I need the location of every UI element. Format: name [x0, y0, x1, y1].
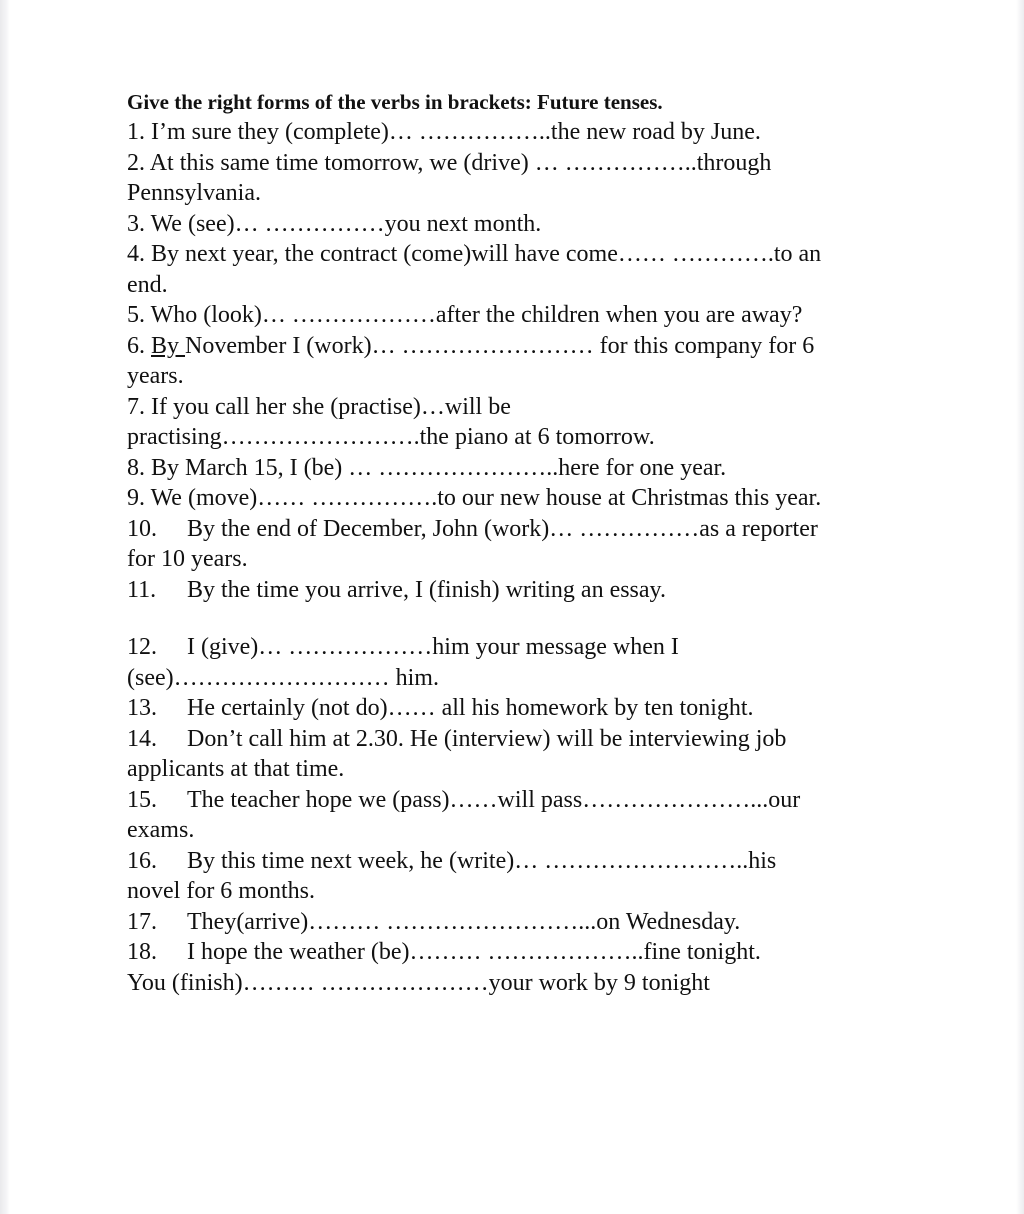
exercise-text: I’m sure they (complete)… ……………..the new road by June. — [151, 119, 761, 145]
exercise-12-continuation — [127, 663, 917, 694]
exercise-19 — [127, 968, 917, 999]
exercise-text: He certainly (not do)…… all his homework by ten tonight. — [187, 695, 754, 721]
exercise-text: Don’t call him at 2.30. He (interview) will be interviewing job — [187, 725, 787, 752]
worksheet-title: Give the right forms of the verbs in brackets: Future tenses. — [127, 90, 663, 114]
exercise-3 — [127, 209, 917, 240]
exercise-number: 9. — [127, 485, 145, 511]
page-shadow-right — [1016, 0, 1024, 1214]
exercise-17 — [127, 907, 917, 938]
exercise-text: years. — [127, 363, 184, 389]
exercise-number: 2. — [127, 149, 145, 176]
exercise-6-continuation — [127, 361, 917, 392]
exercise-18 — [127, 937, 917, 968]
exercise-13 — [127, 693, 917, 724]
exercise-11 — [127, 575, 917, 606]
exercise-15 — [127, 785, 917, 816]
exercise-7-continuation — [127, 422, 917, 453]
exercise-text: (see)……………………… him. — [127, 664, 439, 691]
exercise-text: By the time you arrive, I (finish) writing an essay. — [187, 576, 666, 603]
exercise-number: 15. — [127, 786, 157, 813]
underlined-word: By — [151, 332, 186, 359]
exercise-text: At this same time tomorrow, we (drive) … ……………..through — [149, 149, 772, 176]
exercise-4-continuation — [127, 270, 917, 301]
exercise-text: applicants at that time. — [127, 756, 345, 782]
exercise-number: 1. — [127, 119, 145, 145]
exercise-text: We (move)…… …………….to our new house at Christmas this year. — [150, 485, 822, 511]
exercise-number: 12. — [127, 634, 157, 660]
exercise-text: By next year, the contract (come)will have come…… ………….to an — [151, 241, 822, 267]
worksheet — [127, 89, 917, 998]
exercise-number: 18. — [127, 939, 157, 965]
exercise-7 — [127, 392, 917, 423]
exercise-14 — [127, 724, 917, 755]
blank-line — [127, 605, 917, 632]
exercise-number: 14. — [127, 725, 157, 752]
exercise-text: November I (work)… …………………… for this company for 6 — [185, 332, 815, 359]
exercise-10-continuation — [127, 544, 917, 575]
exercise-1 — [127, 117, 917, 148]
exercise-16 — [127, 846, 917, 877]
page-shadow-left — [0, 0, 10, 1214]
exercise-number: 16. — [127, 847, 157, 874]
exercise-text: I (give)… ………………him your message when I — [187, 634, 679, 660]
exercise-number: 6. — [127, 332, 145, 359]
exercise-text: By the end of December, John (work)… ……………as a reporter — [187, 515, 818, 542]
exercise-text: You (finish)……… …………………your work by 9 tonight — [127, 969, 710, 996]
exercise-text: We (see)… ……………you next month. — [150, 210, 542, 237]
exercise-9 — [127, 483, 917, 514]
exercise-text: practising…………………….the piano at 6 tomorrow. — [127, 424, 655, 450]
exercise-text: exams. — [127, 817, 195, 843]
exercise-text: Who (look)… ………………after the children when you are away? — [150, 302, 803, 328]
exercise-text: Pennsylvania. — [127, 180, 261, 206]
exercise-list — [127, 117, 917, 998]
exercise-10 — [127, 514, 917, 545]
exercise-number: 3. — [127, 210, 145, 237]
exercise-number: 4. — [127, 241, 145, 267]
exercise-number: 8. — [127, 454, 145, 481]
exercise-text: By this time next week, he (write)… ……………………..his — [187, 847, 777, 874]
exercise-number: 11. — [127, 576, 157, 603]
exercise-text: By March 15, I (be) … …………………..here for one year. — [151, 454, 727, 481]
exercise-text: end. — [127, 271, 168, 298]
exercise-text: for 10 years. — [127, 546, 248, 572]
exercise-number: 5. — [127, 302, 145, 328]
exercise-15-continuation — [127, 815, 917, 846]
exercise-14-continuation — [127, 754, 917, 785]
exercise-number: 13. — [127, 695, 157, 721]
exercise-12 — [127, 632, 917, 663]
exercise-2 — [127, 148, 917, 179]
exercise-number: 7. — [127, 393, 145, 420]
exercise-8 — [127, 453, 917, 484]
exercise-text: novel for 6 months. — [127, 878, 315, 904]
exercise-16-continuation — [127, 876, 917, 907]
exercise-text: I hope the weather (be)……… ………………..fine tonight. — [187, 939, 761, 965]
exercise-2-continuation — [127, 178, 917, 209]
exercise-number: 17. — [127, 908, 157, 935]
exercise-5 — [127, 300, 917, 331]
exercise-text: They(arrive)……… ……………………...on Wednesday. — [187, 908, 741, 935]
exercise-text: The teacher hope we (pass)……will pass…………………...our — [187, 786, 801, 813]
exercise-6 — [127, 331, 917, 362]
exercise-number: 10. — [127, 515, 157, 542]
exercise-4 — [127, 239, 917, 270]
exercise-text: If you call her she (practise)…will be — [151, 393, 511, 420]
